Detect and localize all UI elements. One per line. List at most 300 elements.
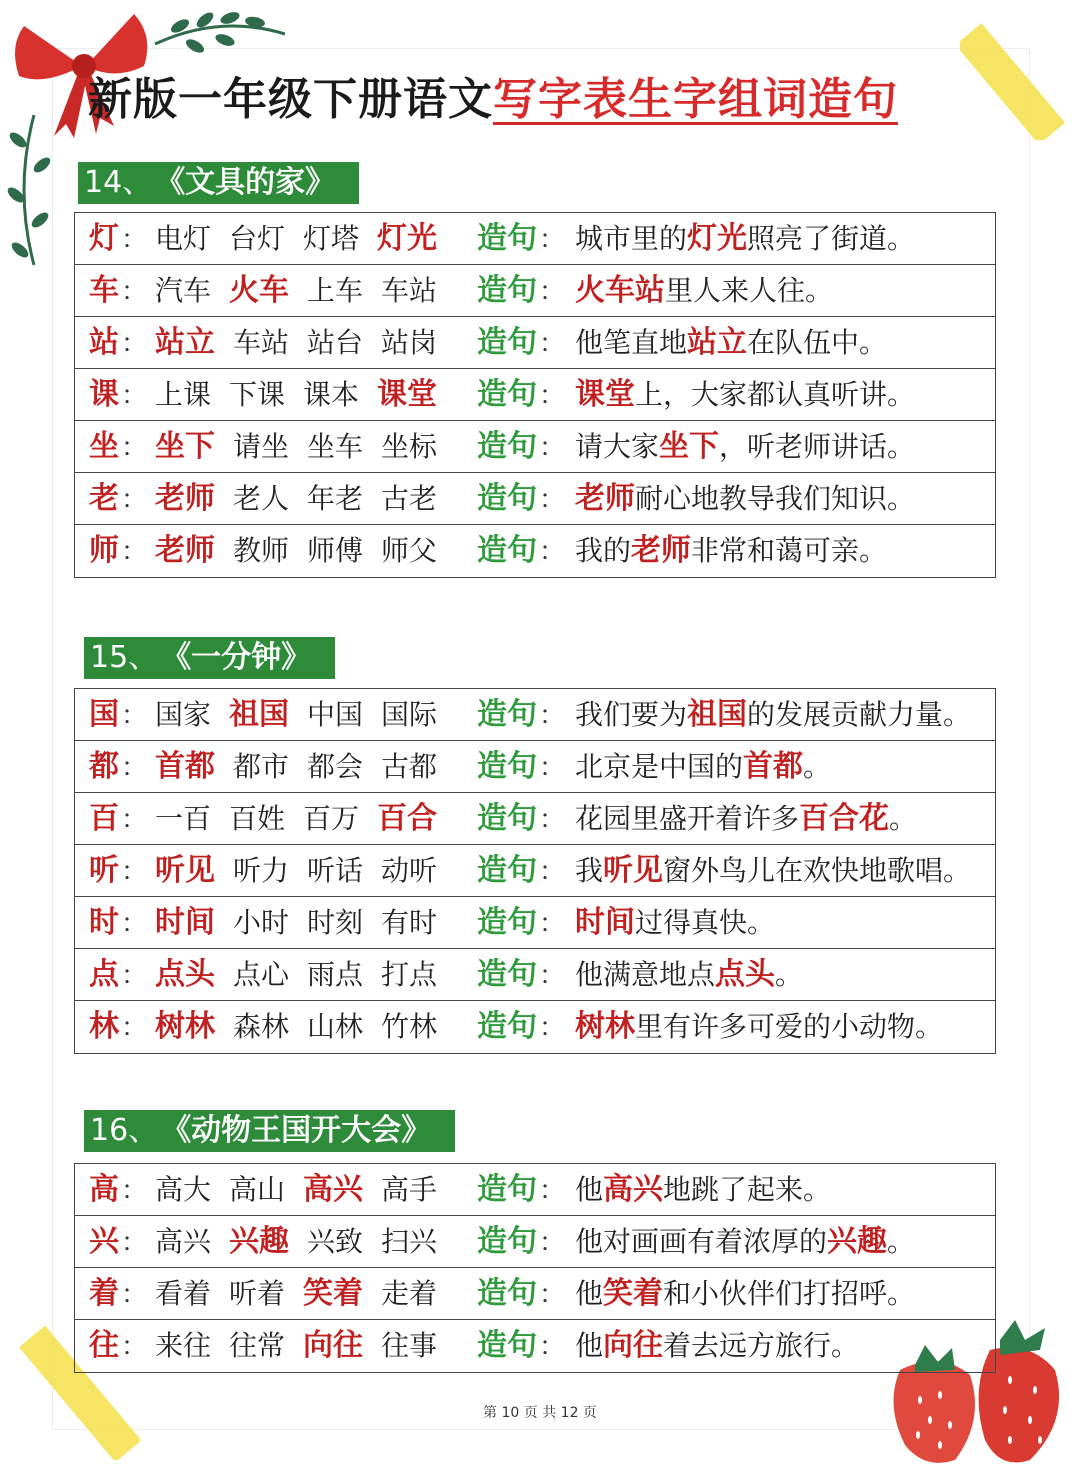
- character: [89, 265, 147, 318]
- sentence-text: 我们要为: [575, 698, 688, 731]
- sentence-text: 。: [889, 802, 918, 835]
- sentence-label: [477, 1268, 565, 1321]
- word-list: [155, 1001, 455, 1053]
- word: 看着: [155, 1277, 212, 1310]
- colon: ：: [539, 701, 566, 731]
- colon: ：: [121, 329, 148, 359]
- section-label: [78, 162, 359, 204]
- character: [89, 689, 147, 742]
- word-list: [155, 473, 455, 525]
- word-list: [155, 845, 455, 897]
- sentence-text: 他满意地点: [575, 958, 716, 991]
- sentence-text: 照亮了街道。: [747, 222, 916, 255]
- word-list: [155, 1216, 455, 1268]
- sentence-highlight: 老师: [631, 533, 692, 568]
- example-sentence: [575, 525, 887, 577]
- word-list: [155, 1268, 455, 1320]
- title-part2: 写字表生字组词造句: [493, 74, 898, 125]
- colon: ：: [121, 753, 148, 783]
- table-row: [75, 1216, 995, 1268]
- word: 往事: [381, 1329, 438, 1362]
- word: 汽车: [155, 274, 212, 307]
- table-row: [75, 473, 995, 525]
- table-row: [75, 793, 995, 845]
- word: 老人: [233, 482, 290, 515]
- example-sentence: [575, 793, 917, 845]
- character-text: 灯: [89, 221, 119, 256]
- character-text: 站: [89, 325, 119, 360]
- word: 时刻: [307, 906, 364, 939]
- table-row: [75, 1268, 995, 1320]
- section-label: [84, 637, 335, 679]
- example-sentence: [575, 317, 887, 369]
- sentence-text: 我的: [575, 534, 632, 567]
- vocab-table: [74, 1163, 996, 1373]
- sentence-label: [477, 845, 565, 898]
- colon: ：: [121, 537, 148, 567]
- sentence-label-text: 造句: [477, 1276, 537, 1311]
- sentence-label-text: 造句: [477, 905, 537, 940]
- colon: ：: [539, 909, 566, 939]
- character: [89, 845, 147, 898]
- sentence-label: [477, 1216, 565, 1269]
- sentence-label: [477, 213, 565, 266]
- highlighted-word: 高兴: [303, 1172, 364, 1207]
- sentence-text: 地跳了起来。: [663, 1173, 832, 1206]
- word: 年老: [307, 482, 364, 515]
- character: [89, 473, 147, 526]
- colon: ：: [539, 805, 566, 835]
- character-text: 兴: [89, 1224, 119, 1259]
- word: 听着: [229, 1277, 286, 1310]
- sentence-label: [477, 793, 565, 846]
- section-number: 14、: [84, 165, 153, 200]
- sentence-text: 他对画画有着浓厚的: [575, 1225, 828, 1258]
- character-text: 高: [89, 1172, 119, 1207]
- sentence-text: 。: [775, 958, 804, 991]
- character: [89, 1268, 147, 1321]
- character: [89, 1164, 147, 1217]
- sentence-text: 非常和蔼可亲。: [691, 534, 888, 567]
- table-row: [75, 369, 995, 421]
- word: 师父: [381, 534, 438, 567]
- sentence-label: [477, 949, 565, 1002]
- word: 站台: [307, 326, 364, 359]
- leaf-branch-icon: [150, 4, 290, 64]
- word: 国际: [381, 698, 438, 731]
- word: 走着: [381, 1277, 438, 1310]
- colon: ：: [539, 485, 566, 515]
- highlighted-word: 火车: [229, 273, 290, 308]
- sentence-label-text: 造句: [477, 481, 537, 516]
- word-list: [155, 897, 455, 949]
- highlighted-word: 百合: [377, 801, 438, 836]
- sentence-label: [477, 317, 565, 370]
- word: 上课: [155, 378, 212, 411]
- sentence-label-text: 造句: [477, 957, 537, 992]
- sentence-text: 上，大家都认真听讲。: [635, 378, 916, 411]
- word: 往常: [229, 1329, 286, 1362]
- colon: ：: [121, 433, 148, 463]
- sentence-text: 城市里的: [575, 222, 688, 255]
- character-text: 师: [89, 533, 119, 568]
- word-list: [155, 949, 455, 1001]
- word: 中国: [307, 698, 364, 731]
- highlighted-word: 祖国: [229, 697, 290, 732]
- sentence-highlight: 祖国: [687, 697, 748, 732]
- character-text: 老: [89, 481, 119, 516]
- highlighted-word: 首都: [155, 749, 215, 784]
- section-title: 《动物王国开大会》: [176, 1113, 432, 1148]
- colon: ：: [121, 701, 148, 731]
- sentence-text: 在队伍中。: [747, 326, 888, 359]
- sentence-text: 里有许多可爱的小动物。: [635, 1010, 944, 1043]
- sentence-text: 的发展贡献力量。: [747, 698, 972, 731]
- word: 车站: [381, 274, 438, 307]
- sentence-highlight: 时间: [575, 905, 635, 940]
- word: 古老: [381, 482, 438, 515]
- sentence-label: [477, 421, 565, 474]
- character-text: 坐: [89, 429, 119, 464]
- character-text: 国: [89, 697, 119, 732]
- sentence-label-text: 造句: [477, 1224, 537, 1259]
- sentence-highlight: 高兴: [603, 1172, 664, 1207]
- sentence-label-text: 造句: [477, 1328, 537, 1363]
- table-row: [75, 689, 995, 741]
- word: 小时: [233, 906, 290, 939]
- word: 台灯: [229, 222, 286, 255]
- word: 高山: [229, 1173, 286, 1206]
- word: 听力: [233, 854, 290, 887]
- sentence-highlight: 百合花: [799, 801, 890, 836]
- colon: ：: [539, 225, 566, 255]
- word-list: [155, 317, 455, 369]
- highlighted-word: 课堂: [377, 377, 438, 412]
- sentence-label: [477, 525, 565, 578]
- sentence-text: 。: [887, 1225, 916, 1258]
- sentence-label: [477, 1164, 565, 1217]
- word-list: [155, 741, 455, 793]
- sentence-text: 他: [575, 1277, 604, 1310]
- sentence-text: 我: [575, 854, 604, 887]
- table-row: [75, 897, 995, 949]
- example-sentence: [575, 1320, 859, 1372]
- character-text: 车: [89, 273, 119, 308]
- colon: ：: [121, 225, 148, 255]
- word: 竹林: [381, 1010, 438, 1043]
- highlighted-word: 坐下: [155, 429, 215, 464]
- colon: ：: [121, 381, 148, 411]
- table-row: [75, 421, 995, 473]
- sentence-text: 和小伙伴们打招呼。: [663, 1277, 916, 1310]
- colon: ：: [121, 485, 148, 515]
- colon: ：: [121, 1013, 148, 1043]
- colon: ：: [121, 1332, 148, 1362]
- sentence-text: 北京是中国的: [575, 750, 744, 783]
- character: [89, 793, 147, 846]
- sentence-label-text: 造句: [477, 853, 537, 888]
- word: 教师: [233, 534, 290, 567]
- character: [89, 949, 147, 1002]
- highlighted-word: 兴趣: [229, 1224, 290, 1259]
- word: 森林: [233, 1010, 290, 1043]
- colon: ：: [121, 805, 148, 835]
- colon: ：: [121, 1176, 148, 1206]
- character: [89, 1001, 147, 1054]
- colon: ：: [121, 961, 148, 991]
- highlighted-word: 时间: [155, 905, 215, 940]
- sentence-label-text: 造句: [477, 697, 537, 732]
- word: 都会: [307, 750, 364, 783]
- section-number: 16、: [90, 1113, 159, 1148]
- sentence-label: [477, 1001, 565, 1054]
- sentence-highlight: 向往: [603, 1328, 664, 1363]
- colon: ：: [121, 1228, 148, 1258]
- title-part1: 新版一年级下册语文: [88, 74, 493, 125]
- character: [89, 317, 147, 370]
- section-title: 《文具的家》: [170, 165, 336, 200]
- sentence-text: 窗外鸟儿在欢快地歌唱。: [663, 854, 972, 887]
- table-row: [75, 213, 995, 265]
- word-list: [155, 213, 455, 265]
- word-list: [155, 793, 455, 845]
- sentence-highlight: 灯光: [687, 221, 748, 256]
- word-list: [155, 369, 455, 421]
- character-text: 课: [89, 377, 119, 412]
- sentence-label: [477, 741, 565, 794]
- highlighted-word: 听见: [155, 853, 215, 888]
- colon: ：: [121, 277, 148, 307]
- colon: ：: [539, 277, 566, 307]
- word: 高手: [381, 1173, 438, 1206]
- sentence-text: 着去远方旅行。: [663, 1329, 860, 1362]
- sentence-highlight: 兴趣: [827, 1224, 888, 1259]
- colon: ：: [539, 381, 566, 411]
- sentence-text: 过得真快。: [635, 906, 776, 939]
- table-row: [75, 525, 995, 577]
- highlighted-word: 老师: [155, 533, 215, 568]
- sentence-highlight: 首都: [743, 749, 804, 784]
- character-text: 林: [89, 1009, 119, 1044]
- word-list: [155, 1320, 455, 1372]
- colon: ：: [539, 961, 566, 991]
- word: 来往: [155, 1329, 212, 1362]
- character-text: 都: [89, 749, 119, 784]
- word: 古都: [381, 750, 438, 783]
- example-sentence: [575, 741, 831, 793]
- table-row: [75, 1001, 995, 1053]
- example-sentence: [575, 949, 803, 1001]
- character: [89, 1216, 147, 1269]
- table-row: [75, 949, 995, 1001]
- colon: ：: [121, 909, 148, 939]
- colon: ：: [539, 1176, 566, 1206]
- table-row: [75, 1320, 995, 1372]
- leaf-branch-icon: [4, 110, 54, 270]
- word: 高兴: [155, 1225, 212, 1258]
- sentence-highlight: 听见: [603, 853, 664, 888]
- sentence-label-text: 造句: [477, 377, 537, 412]
- sentence-label: [477, 369, 565, 422]
- word: 一百: [155, 802, 212, 835]
- sentence-label: [477, 473, 565, 526]
- sentence-highlight: 树林: [575, 1009, 635, 1044]
- character-text: 往: [89, 1328, 119, 1363]
- table-row: [75, 317, 995, 369]
- tape-icon: [960, 20, 1070, 140]
- sentence-highlight: 站立: [687, 325, 748, 360]
- sentence-label-text: 造句: [477, 533, 537, 568]
- word: 打点: [381, 958, 438, 991]
- word: 百万: [303, 802, 360, 835]
- word: 听话: [307, 854, 364, 887]
- character-text: 百: [89, 801, 119, 836]
- word: 请坐: [233, 430, 290, 463]
- section-title: 《一分钟》: [176, 640, 312, 675]
- sentence-label: [477, 265, 565, 318]
- highlighted-word: 老师: [155, 481, 215, 516]
- sentence-label-text: 造句: [477, 325, 537, 360]
- character: [89, 741, 147, 794]
- word-list: [155, 421, 455, 473]
- word: 山林: [307, 1010, 364, 1043]
- sentence-label-text: 造句: [477, 221, 537, 256]
- word: 坐车: [307, 430, 364, 463]
- character: [89, 369, 147, 422]
- character-text: 着: [89, 1276, 119, 1311]
- section-label: [84, 1110, 455, 1152]
- highlighted-word: 笑着: [303, 1276, 364, 1311]
- word: 百姓: [229, 802, 286, 835]
- word: 兴致: [307, 1225, 364, 1258]
- character: [89, 897, 147, 950]
- sentence-label-text: 造句: [477, 1172, 537, 1207]
- sentence-highlight: 坐下: [659, 429, 720, 464]
- highlighted-word: 点头: [155, 957, 215, 992]
- word: 电灯: [155, 222, 212, 255]
- sentence-label-text: 造句: [477, 273, 537, 308]
- character: [89, 525, 147, 578]
- sentence-label-text: 造句: [477, 749, 537, 784]
- sentence-highlight: 笑着: [603, 1276, 664, 1311]
- word: 雨点: [307, 958, 364, 991]
- vocab-table: [74, 688, 996, 1054]
- table-row: [75, 741, 995, 793]
- sentence-label-text: 造句: [477, 429, 537, 464]
- sentence-text: 耐心地教导我们知识。: [635, 482, 916, 515]
- table-row: [75, 845, 995, 897]
- character: [89, 1320, 147, 1373]
- word: 扫兴: [381, 1225, 438, 1258]
- colon: ：: [539, 329, 566, 359]
- colon: ：: [539, 857, 566, 887]
- colon: ：: [539, 1228, 566, 1258]
- word: 灯塔: [303, 222, 360, 255]
- sentence-label: [477, 1320, 565, 1373]
- sentence-highlight: 火车站: [575, 273, 665, 308]
- example-sentence: [575, 689, 971, 741]
- example-sentence: [575, 1001, 943, 1053]
- sentence-label: [477, 689, 565, 742]
- page-footer: 第 10 页 共 12 页: [483, 1405, 597, 1421]
- sentence-text: 请大家: [575, 430, 660, 463]
- sentence-text: 花园里盛开着许多: [575, 802, 800, 835]
- highlighted-word: 站立: [155, 325, 215, 360]
- example-sentence: [575, 845, 971, 897]
- colon: ：: [539, 537, 566, 567]
- colon: ：: [539, 753, 566, 783]
- word: 高大: [155, 1173, 212, 1206]
- word: 有时: [381, 906, 438, 939]
- word: 车站: [233, 326, 290, 359]
- sentence-label-text: 造句: [477, 1009, 537, 1044]
- word: 站岗: [381, 326, 438, 359]
- page-title: [88, 68, 898, 132]
- sentence-highlight: 课堂: [575, 377, 635, 412]
- sentence-text: 他: [575, 1173, 604, 1206]
- example-sentence: [575, 265, 833, 317]
- word: 坐标: [381, 430, 438, 463]
- character-text: 时: [89, 905, 119, 940]
- character: [89, 421, 147, 474]
- sentence-label: [477, 897, 565, 950]
- vocab-table: [74, 212, 996, 578]
- highlighted-word: 树林: [155, 1009, 215, 1044]
- word: 下课: [229, 378, 286, 411]
- sentence-text: 里人来人往。: [665, 274, 834, 307]
- sentence-text: 他: [575, 1329, 604, 1362]
- character: [89, 213, 147, 266]
- word-list: [155, 1164, 455, 1216]
- colon: ：: [539, 1332, 566, 1362]
- sentence-highlight: 点头: [715, 957, 776, 992]
- sentence-text: 。: [803, 750, 832, 783]
- sentence-highlight: 老师: [575, 481, 635, 516]
- word: 课本: [303, 378, 360, 411]
- colon: ：: [539, 1013, 566, 1043]
- example-sentence: [575, 473, 915, 525]
- table-row: [75, 1164, 995, 1216]
- word: 国家: [155, 698, 212, 731]
- word-list: [155, 525, 455, 577]
- example-sentence: [575, 1268, 915, 1320]
- character-text: 听: [89, 853, 119, 888]
- word: 都市: [233, 750, 290, 783]
- word: 师傅: [307, 534, 364, 567]
- example-sentence: [575, 213, 915, 265]
- colon: ：: [121, 1280, 148, 1310]
- word: 上车: [307, 274, 364, 307]
- colon: ：: [121, 857, 148, 887]
- example-sentence: [575, 1216, 915, 1268]
- word: 点心: [233, 958, 290, 991]
- colon: ：: [539, 433, 566, 463]
- highlighted-word: 灯光: [377, 221, 438, 256]
- example-sentence: [575, 369, 915, 421]
- word-list: [155, 689, 455, 741]
- example-sentence: [575, 421, 915, 473]
- word: 动听: [381, 854, 438, 887]
- character-text: 点: [89, 957, 119, 992]
- section-number: 15、: [90, 640, 159, 675]
- colon: ：: [539, 1280, 566, 1310]
- example-sentence: [575, 1164, 831, 1216]
- word-list: [155, 265, 455, 317]
- highlighted-word: 向往: [303, 1328, 364, 1363]
- sentence-label-text: 造句: [477, 801, 537, 836]
- table-row: [75, 265, 995, 317]
- sentence-text: ，听老师讲话。: [719, 430, 916, 463]
